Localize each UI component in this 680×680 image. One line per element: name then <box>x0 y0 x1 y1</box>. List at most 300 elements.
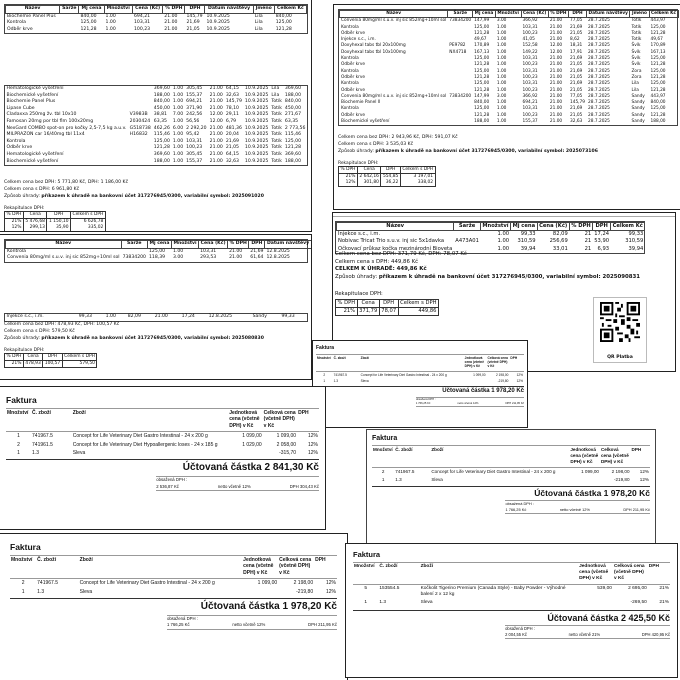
invoice-doc-a <box>0 0 312 232</box>
table-cell <box>464 378 487 384</box>
table-cell: 125,00 <box>650 68 666 74</box>
vat-value: netto včetně 21% <box>568 632 601 638</box>
table-cell: 21.00 <box>549 112 563 118</box>
table-cell: 335,02 <box>71 225 106 232</box>
table-cell: 741961.5 <box>32 441 53 448</box>
table-cell: Lila <box>271 92 280 98</box>
vat-recap-table <box>338 166 436 187</box>
invoice-doc-d <box>0 234 312 380</box>
column-header: % DPH <box>228 241 249 249</box>
table-cell: Zora <box>631 74 642 80</box>
table-cell: 305,45 <box>186 151 203 157</box>
table-cell: Kontrola <box>6 138 26 144</box>
table-cell: 1.3 <box>32 450 39 457</box>
table-cell: 100,23 <box>133 26 151 32</box>
table-cell: 2 292,20 <box>186 125 207 131</box>
table-cell: 21.00 <box>549 30 563 36</box>
table-cell: 32,63 <box>569 119 583 125</box>
column-header: Zboží <box>72 409 229 432</box>
table-cell: 38,81 <box>153 112 167 118</box>
table-cell: 125,00 <box>284 138 301 144</box>
table-cell: 12% <box>639 476 649 482</box>
table-cell: 103,31 <box>522 68 538 74</box>
table-cell: 481,36 <box>225 125 242 131</box>
table-cell: Hematologické vyšetření <box>6 151 64 157</box>
table-cell: 369,60 <box>153 151 170 157</box>
table-cell: 478,93 <box>25 361 41 366</box>
table-cell: Injekce s.c., i.m. <box>338 231 381 238</box>
column-header: DPH <box>568 11 586 18</box>
table-cell: 443,97 <box>650 93 666 99</box>
table-cell: 1 099,00 <box>263 432 297 441</box>
table-cell: 371,90 <box>186 105 203 111</box>
table-cell: 5 476,68 <box>25 219 45 224</box>
table-cell: Kontrola <box>341 106 359 112</box>
table-cell: 2030424 <box>129 118 151 124</box>
table-cell: 2 198,00 <box>600 467 631 475</box>
invoice-doc-b <box>333 4 680 210</box>
column-header: Cena (Kč) <box>199 241 228 249</box>
table-cell: 338,02 <box>400 180 435 187</box>
table-cell: 694,21 <box>522 100 538 106</box>
table-cell <box>128 159 152 166</box>
table-cell: 63,35 <box>153 118 167 124</box>
table-row <box>5 225 106 232</box>
vat-recap-title: Rekapitulace DPH: <box>4 206 45 211</box>
table-cell: 28.7.2025 <box>588 74 610 80</box>
table-cell: 121,28 <box>650 87 666 93</box>
table-cell: Očkovací průkaz kočka mezinárodní Bioveta <box>338 245 453 252</box>
table-cell: Biochemické vyšetření <box>6 92 59 98</box>
table-cell: Švík <box>631 62 641 68</box>
table-cell: 366,92 <box>522 18 538 24</box>
table-cell: -219,80 <box>296 588 314 595</box>
table-cell: 73834200 <box>122 255 146 261</box>
table-cell: Concept for Life Veterinary Diet Gastro Intestinal - 24 x 200 g <box>72 432 229 441</box>
table-cell <box>128 99 152 106</box>
table-cell: 3.00 <box>496 18 507 24</box>
column-header: DPH <box>297 409 319 432</box>
table-cell: 28.7.2025 <box>588 62 610 68</box>
vat-recap-title: Rekapitulace DPH: <box>335 291 383 298</box>
table-cell: 12% <box>325 588 336 595</box>
table-cell: 188,00 <box>153 158 170 164</box>
payment-label: Způsob úhrady: <box>4 336 42 341</box>
table-cell: Totík <box>271 132 282 138</box>
column-header: Celkem Kč <box>651 11 677 16</box>
table-cell: 63,35 <box>284 118 299 124</box>
table-cell: 121,28 <box>284 145 301 151</box>
vat-value: netto včetně 12% <box>217 483 251 489</box>
table-cell: 125,00 <box>650 106 666 112</box>
table-cell: 579,50 <box>62 361 97 368</box>
table-cell: 1.00 <box>172 138 184 144</box>
faktura-title: Faktura <box>372 435 398 442</box>
table-cell: 1.00 <box>105 13 116 19</box>
column-header: Č. zboží <box>378 563 419 585</box>
table-cell: 1.00 <box>172 248 184 254</box>
table-cell: 1.00 <box>496 37 507 43</box>
column-header: Celková cena (včetně DPH) v Kč <box>613 563 648 585</box>
table-cell: 6 626,78 <box>71 219 106 226</box>
table-cell: 100,23 <box>186 145 203 151</box>
column-header: % DPH <box>6 354 22 359</box>
qr-payment <box>593 297 647 363</box>
vat-value: netto včetně 12% <box>232 622 266 628</box>
table-cell: Sandy <box>631 106 645 112</box>
table-cell: Kontrola <box>341 68 359 74</box>
table-cell: 2 <box>17 441 20 448</box>
table-cell: 103,31 <box>522 56 538 62</box>
faktura-g <box>366 429 656 555</box>
table-cell: 1.00 <box>497 231 510 238</box>
table-cell: 10.9.2025 <box>244 86 269 91</box>
table-cell: 1.00 <box>496 100 507 106</box>
table-cell: Totík <box>271 112 282 118</box>
table-cell: 167,13 <box>650 49 666 55</box>
column-header: Šarže <box>448 11 473 18</box>
table-cell <box>569 476 600 484</box>
table-cell: 103,31 <box>522 106 538 112</box>
table-cell: Odběr krve <box>6 145 33 151</box>
faktura-row <box>10 579 337 588</box>
table-cell: Totík <box>271 151 282 157</box>
faktura-row <box>372 476 650 484</box>
table-cell: PE9782 <box>449 43 466 49</box>
table-cell: 18,31 <box>569 43 583 49</box>
table-cell: 21,05 <box>569 87 583 93</box>
table-cell: Sleva <box>431 476 443 482</box>
table-cell: NexGard COMBO spot-on pro kočky 2,5-7,5 kg a.u.v. <box>6 125 127 131</box>
qr-label: QR Platba <box>607 355 633 360</box>
table-cell: 21 <box>584 238 592 245</box>
table-cell: 155,37 <box>186 92 203 98</box>
table-cell: 21.00 <box>549 93 563 99</box>
faktura-row <box>6 432 319 441</box>
faktura-row <box>372 467 650 475</box>
table-cell: 10.9.2025 <box>206 20 230 26</box>
table-cell: 125,00 <box>650 56 666 62</box>
faktura-items-table <box>6 408 319 457</box>
table-cell: 21.00 <box>549 100 563 106</box>
table-cell: 99,33 <box>78 314 92 319</box>
table-cell: 299,13 <box>23 225 47 232</box>
table-cell: 82,09 <box>127 314 141 319</box>
table-cell: 1.00 <box>496 106 507 112</box>
table-cell: 167,13 <box>474 49 490 55</box>
table-cell: 103,31 <box>200 248 217 254</box>
column-header: Jednotková cena (včetně DPH) v Kč <box>578 563 613 585</box>
table-cell: 8,62 <box>569 37 580 43</box>
table-cell: Totík <box>271 158 282 164</box>
table-cell: 6,93 <box>597 245 610 252</box>
column-header: Zboží <box>430 446 569 468</box>
table-cell: 6,79 <box>225 118 237 124</box>
table-cell: Lipase Cube <box>6 105 35 111</box>
table-cell: 1.3 <box>37 588 45 595</box>
table-cell: 1.00 <box>105 20 116 26</box>
vat-value: DPH 304,43 Kč <box>289 483 319 489</box>
table-cell: 170,89 <box>650 43 666 49</box>
table-cell: V3983B <box>129 112 148 118</box>
table-cell <box>60 13 79 20</box>
table-cell: Sandy <box>631 93 645 99</box>
vat-value: 1 766,25 Kč <box>505 507 527 513</box>
table-cell: 10.9.2025 <box>244 112 269 118</box>
table-cell: 369,60 <box>284 151 301 157</box>
table-cell: 49,67 <box>650 37 663 43</box>
table-cell: 121,28 <box>474 112 490 118</box>
invoice-total: Účtovaná částka 2 425,50 Kč <box>547 612 670 623</box>
table-cell: 1.00 <box>497 238 510 245</box>
table-cell: Concept for Life Veterinary Diet Hypoallergenic loses - 24 x 185 g <box>72 441 218 448</box>
table-cell: Sleva <box>420 600 433 606</box>
table-cell: 147,99 <box>474 93 490 99</box>
table-cell: 21,05 <box>186 26 200 32</box>
column-header: DPH <box>47 212 71 219</box>
table-cell: 366,92 <box>522 93 538 99</box>
column-header: Celkem Kč <box>612 223 643 229</box>
table-cell: 125,00 <box>474 56 490 62</box>
table-cell: 2 773,56 <box>284 125 306 131</box>
table-cell: 21.00 <box>209 99 223 105</box>
table-cell: 21% <box>336 307 358 315</box>
column-header: % DPH <box>340 167 356 172</box>
table-cell: 1.00 <box>496 49 507 55</box>
table-cell: 2 198,00 <box>278 579 314 588</box>
table-cell <box>60 20 79 27</box>
table-cell: Odběr krve <box>7 26 33 32</box>
table-cell: 17,24 <box>594 231 610 238</box>
table-cell: 21.00 <box>549 81 563 87</box>
table-cell: 100,57 <box>44 361 61 366</box>
table-cell: 28.7.2025 <box>588 106 610 112</box>
table-cell: Biochemické vyšetření <box>341 119 390 125</box>
table-cell: 125,00 <box>148 248 166 254</box>
table-cell: 82,09 <box>552 231 568 238</box>
table-cell: 3 197,01 <box>400 174 435 181</box>
column-header: Šarže <box>454 223 481 231</box>
column-header: Celková cena (včetně DPH) v Kč <box>278 556 314 579</box>
column-header: % DPH <box>571 223 591 229</box>
table-cell: 2 198,00 <box>487 371 510 378</box>
table-cell: Totík <box>271 138 282 144</box>
table-cell: 1 029,00 <box>242 441 262 448</box>
vat-value: netto včetně 12% <box>457 401 479 405</box>
table-cell: 21.00 <box>549 62 563 68</box>
faktura-items-table <box>372 445 650 484</box>
table-cell: 1.00 <box>496 81 507 87</box>
table-cell: 121,28 <box>153 145 170 151</box>
table-cell: 12.00 <box>549 43 563 49</box>
vat-summary <box>167 615 337 630</box>
invoice-total: Účtovaná částka 1 978,20 Kč <box>534 487 650 498</box>
table-cell: Totík <box>271 145 282 151</box>
table-cell: 554,85 <box>382 174 399 179</box>
table-cell: 1.00 <box>496 119 507 125</box>
table-cell: MILPRAZON car 16/40mg tbl 11x4 <box>6 132 85 138</box>
column-header: Cena <box>357 167 381 174</box>
table-cell: 28.7.2025 <box>588 119 610 125</box>
table-cell: 155,37 <box>522 119 538 125</box>
table-cell: A473A01 <box>455 238 479 245</box>
column-header: Č. zboží <box>31 409 72 432</box>
table-cell: 17,24 <box>181 314 195 319</box>
table-cell: 305,45 <box>186 86 203 91</box>
column-header: Množství <box>316 355 333 372</box>
table-cell: 242,56 <box>186 112 203 118</box>
table-cell: 1.00 <box>172 151 184 157</box>
table-cell: 1 <box>17 450 20 457</box>
table-cell: Doxyhexal tabs tbl 10x100mg <box>341 49 406 55</box>
table-cell: 1.00 <box>172 86 184 91</box>
table-cell: Sandy <box>252 314 267 319</box>
column-header: Šarže <box>121 241 147 249</box>
table-cell: 12% <box>314 579 337 588</box>
table-cell: 153554.5 <box>378 585 419 600</box>
table-cell: 121,28 <box>650 30 666 36</box>
table-cell: Biochemie Panel Plus <box>7 13 56 19</box>
table-cell: -219,80 <box>613 476 630 482</box>
table-cell: Odběr krve <box>341 112 366 118</box>
column-header: Datum návštěvy <box>265 241 311 249</box>
table-cell: Kočkolit Tigerino Premium (Canada Style) - Baby Powder - Výhodné balení 2 x 12 kg <box>420 585 579 600</box>
table-cell: 12.00 <box>209 118 223 124</box>
table-cell: 5 <box>353 585 378 600</box>
table-cell: 21,69 <box>569 106 583 112</box>
table-cell: 1 <box>364 600 368 606</box>
table-cell: -315,70 <box>279 450 297 457</box>
table-cell: Lila <box>254 26 263 32</box>
column-header: Jméno <box>631 11 647 16</box>
table-cell: 2 <box>10 579 36 588</box>
faktura-row <box>6 449 319 457</box>
faktura-row <box>353 585 670 600</box>
table-cell: NX4718 <box>449 49 467 55</box>
table-cell: 1.00 <box>105 314 116 319</box>
payment-value: příkazem k úhradě na bankovní účet 317276945/0300, variabilní symbol: 2025073106 <box>375 149 598 154</box>
table-row <box>336 307 439 315</box>
table-cell: 12% <box>631 467 650 475</box>
table-cell: 28.7.2025 <box>588 93 610 99</box>
table-cell: 125,00 <box>650 81 666 87</box>
column-header: DPH <box>314 556 337 579</box>
table-cell: Totík <box>631 24 642 30</box>
table-cell: 21.00 <box>209 92 223 98</box>
table-cell: 21.00 <box>209 138 223 144</box>
table-cell: Lila <box>254 20 263 26</box>
column-header: DPH <box>631 446 650 468</box>
table-cell: 28.7.2025 <box>588 24 610 30</box>
table-cell: Convenia 80mg/ml s.u.v. inj sic 852mg+10ml sol <box>7 255 120 261</box>
sum-without-vat: Celkem cena bez DPH: 478,93 Kč, DPH: 100,57 Kč <box>4 322 120 327</box>
vat-summary <box>416 397 524 407</box>
column-header <box>311 241 312 249</box>
table-cell: 1 <box>381 476 385 482</box>
table-cell: 10.9.2025 <box>206 13 230 19</box>
table-cell: 21.00 <box>164 26 178 32</box>
sum-with-vat: Celkem cena s DPH: 449,86 Kč <box>335 258 419 265</box>
table-cell: Totík <box>631 30 642 36</box>
column-header: Celkem s DPH <box>72 212 104 217</box>
table-cell: Injekce s.c., i.m. <box>6 314 44 319</box>
column-header: Název <box>6 241 122 249</box>
vat-label: obsažená DPH : <box>505 501 534 507</box>
column-header: DPH <box>509 355 524 372</box>
table-cell <box>128 152 152 159</box>
faktura-row <box>353 599 670 607</box>
table-cell: 33,01 <box>552 245 568 252</box>
payment-value: příkazem k úhradě na bankovní účet 317276945/0300, variabilní symbol: 2025091020 <box>41 194 264 199</box>
table-cell <box>448 119 473 125</box>
table-cell: 28.7.2025 <box>588 112 610 118</box>
column-header: Jednotková cena (včetně DPH) v Kč <box>242 556 278 579</box>
table-cell: Concept for Life Veterinary Diet Gastro Intestinal - 24 x 200 g <box>430 467 569 475</box>
table-cell <box>311 255 312 262</box>
table-cell: 21.00 <box>209 151 223 157</box>
table-cell: 840,00 <box>153 99 170 105</box>
table-cell: 1.00 <box>496 24 507 30</box>
table-cell: 73834200 <box>449 93 472 99</box>
table-cell: 741967.5 <box>333 371 360 378</box>
vat-recap-table <box>4 353 97 368</box>
table-cell: Švík <box>631 49 641 55</box>
table-cell: 840,00 <box>275 13 292 19</box>
vat-summary <box>156 476 319 491</box>
table-cell: 369,60 <box>284 86 301 91</box>
table-cell: 103,31 <box>133 20 151 26</box>
table-cell: 125,00 <box>80 20 97 26</box>
items-table-continued <box>5 86 307 165</box>
table-cell: 2 695,00 <box>613 585 648 600</box>
table-cell: 2 642,16 <box>359 174 379 179</box>
table-cell: 115,46 <box>153 132 170 138</box>
table-cell: Kontrola <box>7 20 26 26</box>
table-cell <box>60 27 79 34</box>
vat-value: DPH 420,95 Kč <box>641 632 670 638</box>
table-cell: Totík <box>271 118 282 124</box>
table-cell: 10.9.2025 <box>244 132 269 138</box>
table-cell: 1.00 <box>172 118 184 124</box>
table-cell: 1.00 <box>496 74 507 80</box>
table-cell: 152,58 <box>522 43 538 49</box>
column-header: Cena <box>23 354 42 361</box>
column-header: Celkem s DPH <box>402 167 434 172</box>
table-cell: 121,28 <box>650 112 666 118</box>
table-cell: 21,69 <box>569 24 583 30</box>
table-cell: 2 <box>372 467 394 475</box>
table-cell: 1 <box>6 432 31 441</box>
payment-value: příkazem k úhradě na bankovní účet 317276945/0300, variabilní symbol: 2025080830 <box>41 336 264 341</box>
table-cell: 125,00 <box>474 81 490 87</box>
table-cell: 1.00 <box>496 56 507 62</box>
table-cell: 1.3 <box>333 378 339 383</box>
table-cell: Kontrola <box>7 248 26 254</box>
table-cell: 539,00 <box>578 585 613 600</box>
column-header: DPH <box>185 6 205 14</box>
table-cell: 39,94 <box>628 245 644 252</box>
table-cell: 21.00 <box>549 24 563 30</box>
table-cell: 21.00 <box>229 248 243 254</box>
table-cell: 121,28 <box>650 62 666 68</box>
table-cell: 840,00 <box>284 99 301 105</box>
table-row <box>5 112 307 119</box>
table-cell: 21.00 <box>209 158 223 164</box>
table-cell <box>311 248 312 255</box>
column-header: DPH <box>379 299 398 307</box>
table-cell: 121,28 <box>650 74 666 80</box>
table-cell: 125,00 <box>275 20 292 26</box>
